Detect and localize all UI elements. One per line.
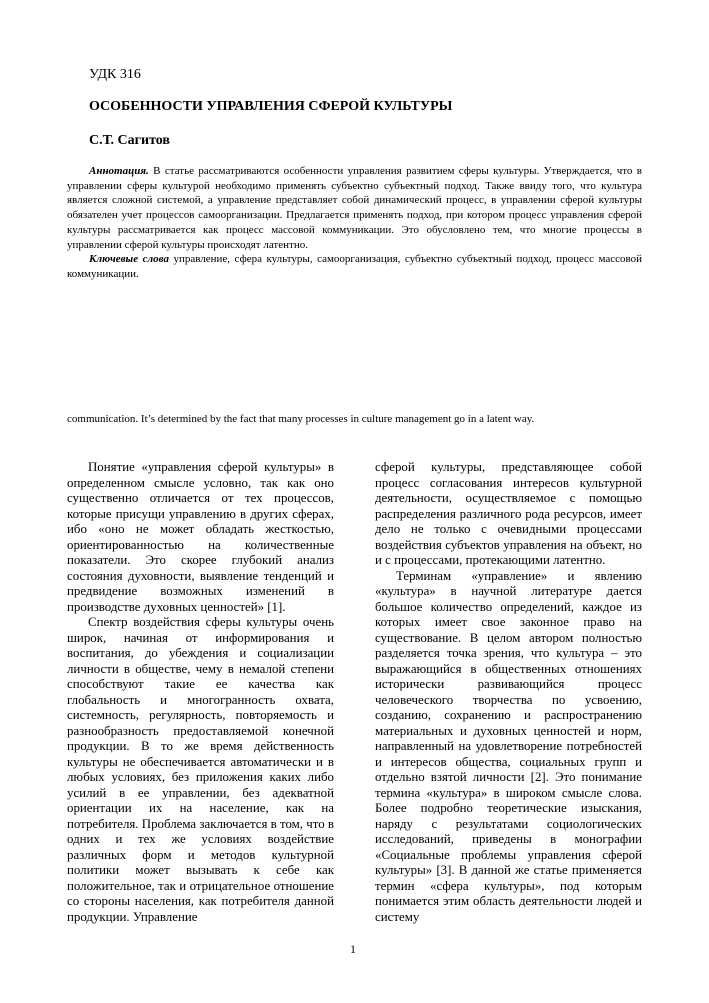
abstract-label: Аннотация. xyxy=(89,165,149,177)
left-column xyxy=(67,460,334,930)
page-number: 1 xyxy=(350,942,356,956)
right-paragraph-1: сферой культуры, представляющее собой процесс согласования интересов культурной деятельности, осуществляемое с помощью распределения различного рода ресурсов, имеет дело не только с очевидными процессами воздействия субъектов управления на объект, но и с процессами, протекающими латентно. xyxy=(375,460,642,567)
keywords-paragraph xyxy=(67,252,642,281)
abstract-paragraph xyxy=(67,164,642,252)
right-column xyxy=(375,460,642,930)
abstract-block xyxy=(67,164,642,282)
left-paragraph-2: Спектр воздействия сферы культуры очень широк, начиная от информирования и воспитания, до убеждения и социализации личности в обществе, чему в немалой степени способствуют такие ее качества как глобальность и многогранность охвата, системность, регулярность, повторяемость и разнообразность предоставляемой конечной продукции. В то же время действенность культуры не обеспечивается автоматически и в любых условиях, без приложения каких либо усилий в ее управлении, без адекватной ориентации их на население, как на потребителя. Проблема заключается в том, что в одних и тех же условиях воздействие различных форм и методов культурной политики может вызывать к себе как положительное, так и отрицательное отношение со стороны населения, как потребителя данной продукции. Управление xyxy=(67,615,334,924)
author-name: С.Т. Сагитов xyxy=(89,133,170,148)
english-abstract-fragment: communication. It’s determined by the fact that many processes in culture management go in a latent way. xyxy=(67,413,535,425)
keywords-text: управление, сфера культуры, самоорганизация, субъектно субъектный подход, процесс массовой коммуникации. xyxy=(67,253,642,280)
article-title: ОСОБЕННОСТИ УПРАВЛЕНИЯ СФЕРОЙ КУЛЬТУРЫ xyxy=(89,99,453,114)
keywords-label: Ключевые слова xyxy=(89,253,169,266)
abstract-text: В статье рассматриваются особенности управления развитием сферы культуры. Утверждается, что в управлении сферы культурой необходимо применять субъектно субъектный подход. Также ввиду того, что культура является сложной системой, а управление представляет собой динамический процесс, в управлении сферой культуры обязателен учет процессов самоорганизации. Предлагается применять подход, при котором процесс управления сферой культуры рассматривается как процесс массовой коммуникации. Это обусловлено тем, что многие процессы в управлении сферой культуры происходят латентно. xyxy=(67,165,642,251)
udk-code: УДК 316 xyxy=(89,67,141,82)
left-paragraph-1: Понятие «управления сферой культуры» в определенном смысле условно, так как оно существенно отличается от тех процессов, которые присущи управлению в других сферах, ибо «оно не может обладать жесткостью, ориентированностью на количественные показатели. Это скорее глубокий анализ состояния духовности, выявление тенденций и предвидение возможных изменений в производстве духовных ценностей» [1]. xyxy=(67,460,334,614)
right-paragraph-2: Терминам «управление» и явлению «культура» в научной литературе дается большое количество определений, каждое из которых имеет свое законное право на существование. В целом автором полностью разделяется точка зрения, что культура – это выражающийся в общественных отношениях исторически развивающийся процесс человеческого творчества по усвоению, созданию, сохранению и распространению материальных и духовных ценностей и норм, направленный на удовлетворение потребностей и интересов общества, социальных групп и отдельно взятой личности [2]. Это понимание термина «культура» в широком смысле слова. Более подробно теоретические изыскания, наряду с результатами социологических исследований, приведены в монографии «Социальные проблемы управления сферой культуры» [3]. В данной же статье применяется термин «сфера культуры», под которым понимается этим область деятельности людей и систему xyxy=(375,568,642,924)
